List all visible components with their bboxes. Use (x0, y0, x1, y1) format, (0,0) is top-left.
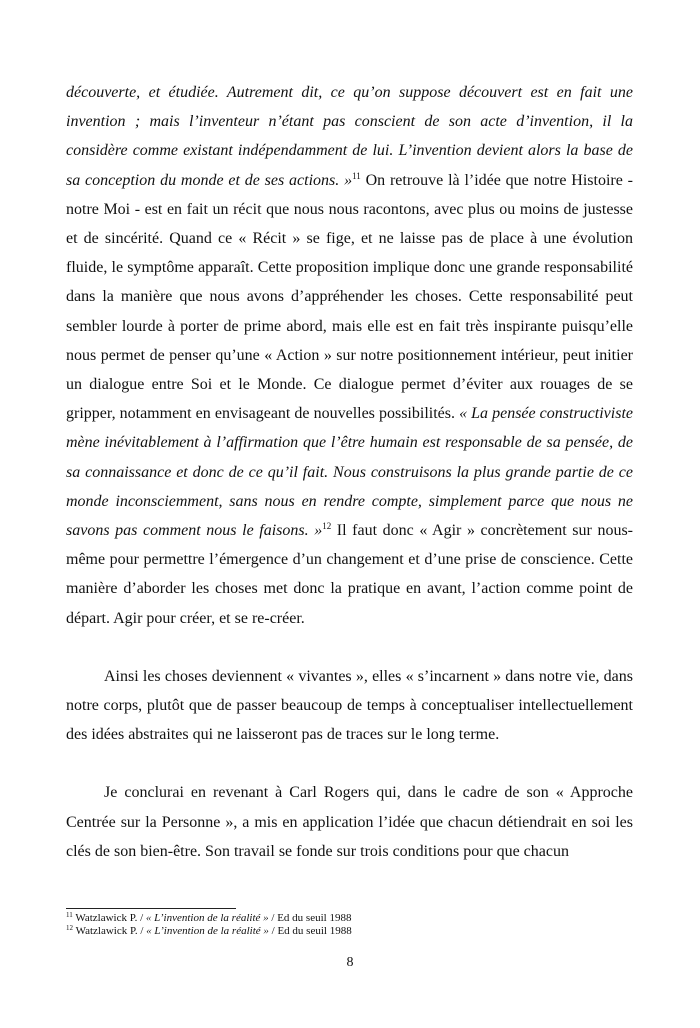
quote-watzlawick-1: découverte, et étudiée. Autrement dit, ce qu’on suppose découvert est en fait une invention ; mais l’inventeur n’étant pas conscient de son acte d’invention, il la considère comme existant indépendamment de lui. L’invention devient alors la base de sa conception du monde et de ses actions. » (66, 84, 633, 189)
page-body (66, 78, 633, 866)
footnote-publisher: / Ed du seuil 1988 (268, 912, 352, 924)
footnote-12 (66, 925, 633, 938)
footnote-number: 12 (66, 924, 73, 932)
footnote-title: « L’invention de la réalité » (145, 912, 269, 924)
paragraph-incarnation: Ainsi les choses deviennent « vivantes », elles « s’incarnent » dans notre vie, dans notre corps, plutôt que de passer beaucoup de temps à conceptualiser intellectuellement des idées abstraites qui ne laisseront pas de traces sur le long terme. (66, 667, 633, 744)
footnote-publisher: / Ed du seuil 1988 (268, 925, 352, 937)
footnotes (66, 912, 633, 938)
footnote-11 (66, 912, 633, 925)
body-text-2: Il faut donc « Agir » concrètement sur nous-même pour permettre l’émergence d’un changement et d’une prise de conscience. Cette manière d’aborder les choses met donc la pratique en avant, l’action comme point de départ. Agir pour créer, et se re-créer. (66, 522, 633, 627)
page-number: 8 (346, 955, 354, 970)
quote-watzlawick-2: « La pensée constructiviste mène inévitablement à l’affirmation que l’être humain est responsable de sa pensée, de sa connaissance et donc de ce qu’il fait. Nous construisons la plus grande partie de ce monde inconsciemment, sans nous en rendre compte, simplement parce que nous ne savons pas comment nous le faisons. » (66, 405, 633, 540)
footnote-ref-11[interactable]: 11 (352, 170, 361, 181)
paragraph-constructivism (66, 78, 633, 633)
footnote-author: Watzlawick P. / (75, 925, 147, 937)
paragraph-rogers: Je conclurai en revenant à Carl Rogers qui, dans le cadre de son « Approche Centrée sur la Personne », a mis en application l’idée que chacun détiendrait en soi les clés de son bien-être. Son travail se fonde sur trois conditions pour que chacun (66, 784, 633, 860)
body-text-1: On retrouve là l’idée que notre Histoire - notre Moi - est en fait un récit que nous nous racontons, avec plus ou moins de justesse et de sincérité. Quand ce « Récit » se fige, et ne laisse pas de place à une évolution fluide, le symptôme apparaît. Cette proposition implique donc une grande responsabilité dans la manière que nous avons d’appréhender les choses. Cette responsabilité peut sembler lourde à porter de prime abord, mais elle est en fait très inspirante puisqu’elle nous permet de penser qu’une « Action » sur notre positionnement intérieur, peut initier un dialogue entre Soi et le Monde. Ce dialogue permet d’éviter aux rouages de se gripper, notamment en envisageant de nouvelles possibilités. (66, 171, 633, 423)
footnote-title: « L’invention de la réalité » (146, 925, 269, 937)
footnote-ref-12[interactable]: 12 (322, 521, 332, 532)
footnote-number: 11 (66, 911, 73, 919)
footnote-separator (66, 908, 236, 909)
footnote-author: Watzlawick P. / (75, 912, 146, 924)
